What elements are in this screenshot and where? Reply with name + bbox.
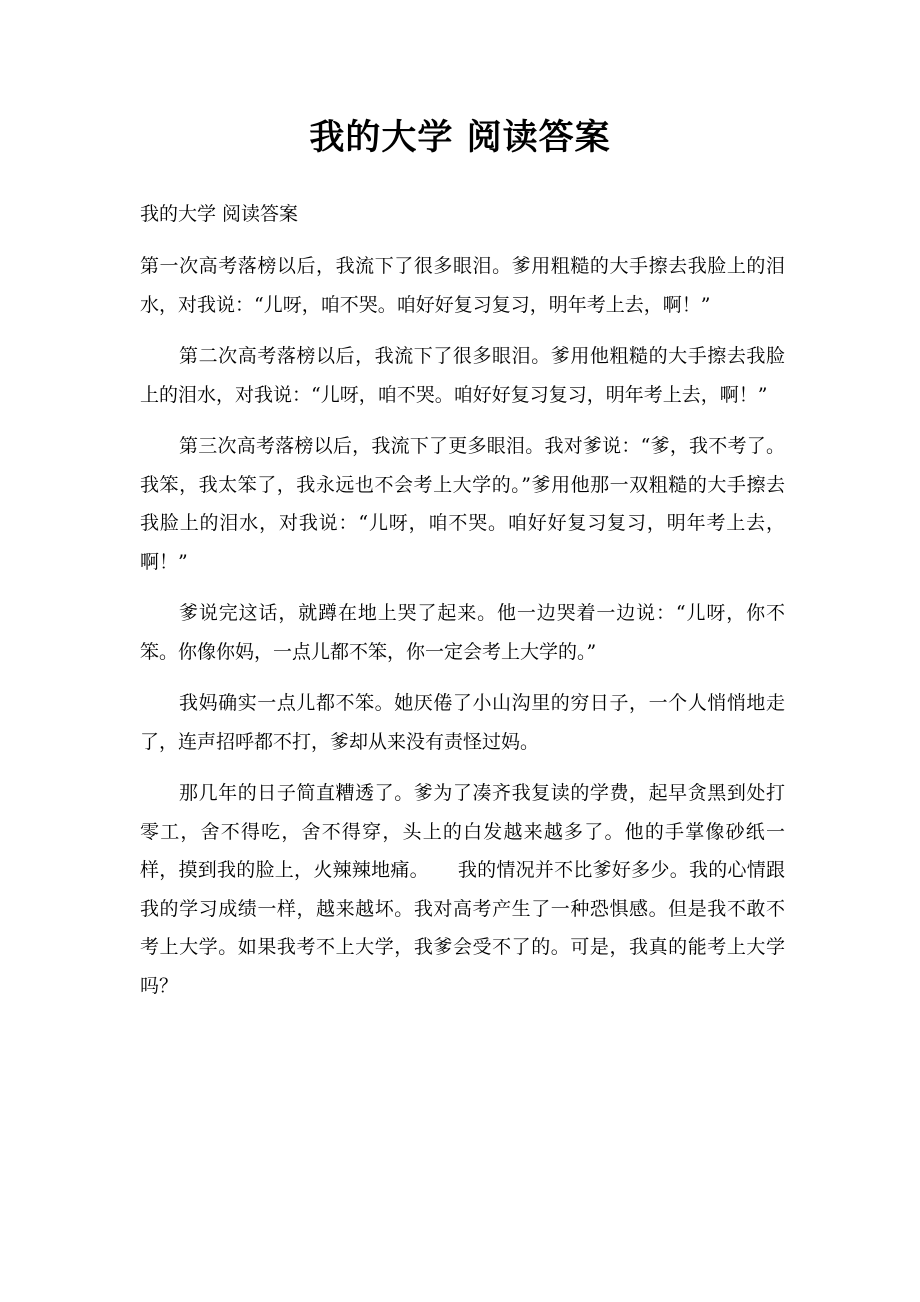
paragraph-6: 那几年的日子简直糟透了。爹为了凑齐我复读的学费，起早贪黑到处打零工，舍不得吃，舍不得穿，头上的白发越来越多了。他的手掌像砂纸一样，摸到我的脸上，火辣辣地痛。 我的情况并不比爹好多少。我的心情跟我的学习成绩一样，越来越坏。我对高考产生了一种恐惧感。但是我不敢不考上大学。如果我考不上大学，我爹会受不了的。可是，我真的能考上大学吗？: [140, 782, 785, 997]
paragraph-4: 爹说完这话，就蹲在地上哭了起来。他一边哭着一边说：“儿呀，你不笨。你像你妈，一点儿都不笨，你一定会考上大学的。”: [140, 602, 785, 663]
paragraph-5: 我妈确实一点儿都不笨。她厌倦了小山沟里的穷日子，一个人悄悄地走了，连声招呼都不打，爹却从来没有责怪过妈。: [140, 692, 785, 753]
document-body: [140, 247, 785, 1018]
paragraph-1: 第一次高考落榜以后，我流下了很多眼泪。爹用粗糙的大手擦去我脸上的泪水，对我说：“儿呀，咱不哭。咱好好复习复习，明年考上去，啊！”: [140, 255, 785, 316]
paragraph-2: 第二次高考落榜以后，我流下了很多眼泪。爹用他粗糙的大手擦去我脸上的泪水，对我说：“儿呀，咱不哭。咱好好复习复习，明年考上去，啊！”: [140, 345, 785, 406]
document-title: 我的大学 阅读答案: [309, 117, 611, 158]
paragraph-3: 第三次高考落榜以后，我流下了更多眼泪。我对爹说：“爹，我不考了。我笨，我太笨了，我永远也不会考上大学的。”爹用他那一双粗糙的大手擦去我脸上的泪水，对我说：“儿呀，咱不哭。咱好好复习复习，明年考上去，啊！”: [140, 435, 785, 573]
document-subtitle: 我的大学 阅读答案: [140, 203, 299, 225]
